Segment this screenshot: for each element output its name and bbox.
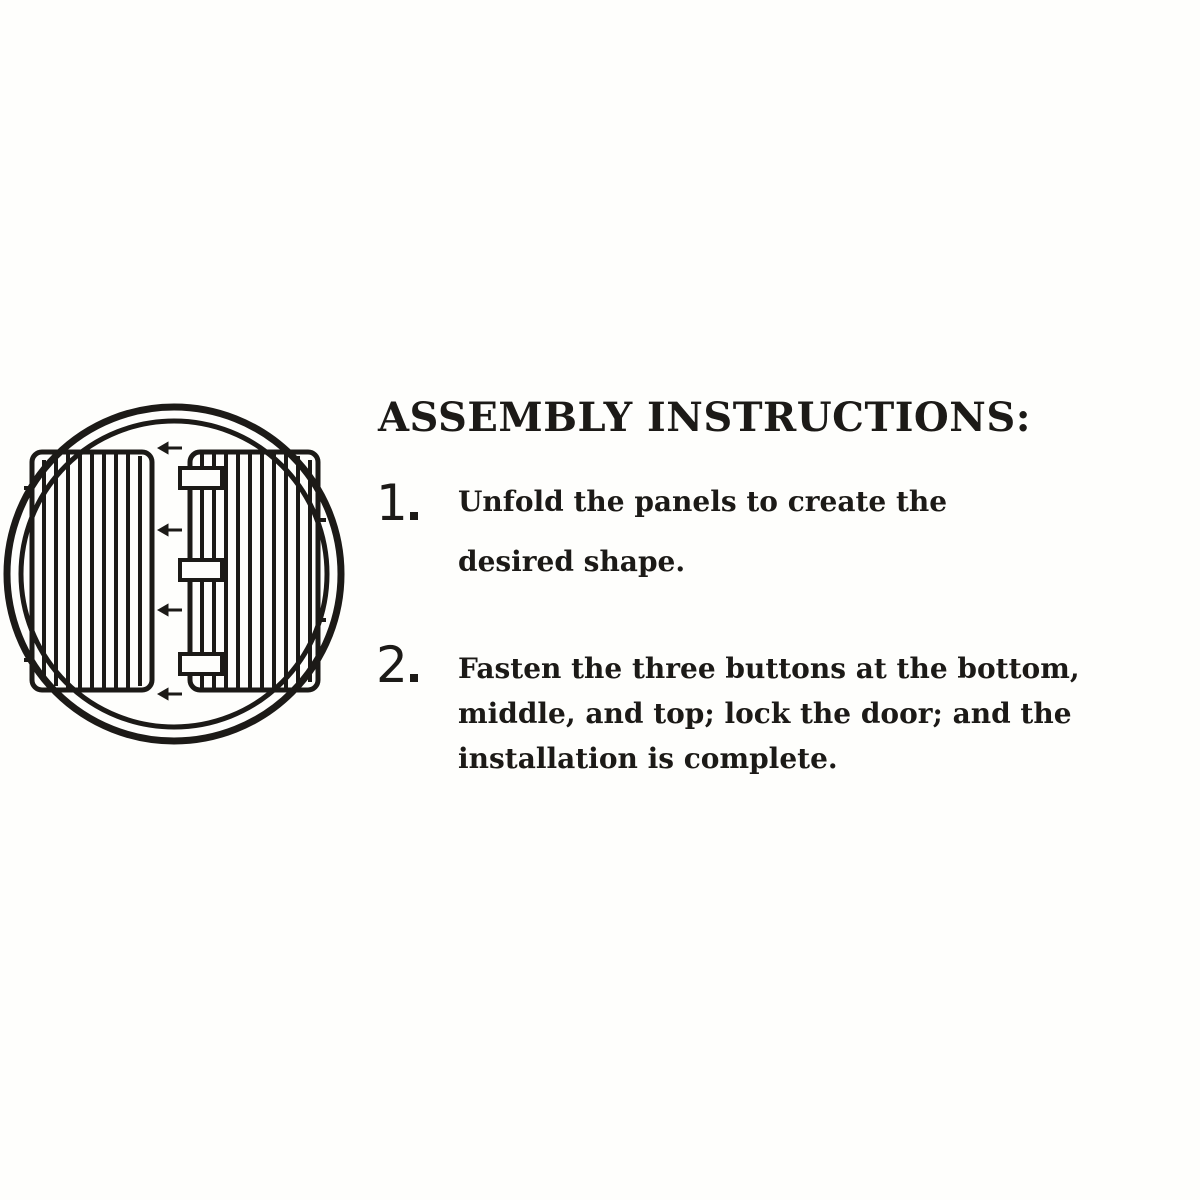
step-number-value: 2 xyxy=(376,636,407,694)
step-text-line: Unfold the panels to create the xyxy=(458,485,948,518)
step-text-line: installation is complete. xyxy=(458,742,838,775)
step-text xyxy=(458,646,1080,781)
step-text-line: desired shape. xyxy=(458,545,686,578)
step-number-dot xyxy=(410,674,418,682)
step-number xyxy=(376,474,458,532)
step-number-value: 1 xyxy=(376,474,407,532)
page-title: ASSEMBLY INSTRUCTIONS: xyxy=(378,394,1031,441)
step-text-line: middle, and top; lock the door; and the xyxy=(458,697,1072,730)
pen-assembly-diagram xyxy=(0,400,348,748)
step-1 xyxy=(376,474,948,622)
step-number-dot xyxy=(410,512,418,520)
step-2 xyxy=(376,636,1080,781)
step-text xyxy=(458,472,947,592)
round-pen-panels-unfold-icon xyxy=(0,400,348,748)
step-number xyxy=(376,636,458,694)
step-text-line: Fasten the three buttons at the bottom, xyxy=(458,652,1080,685)
